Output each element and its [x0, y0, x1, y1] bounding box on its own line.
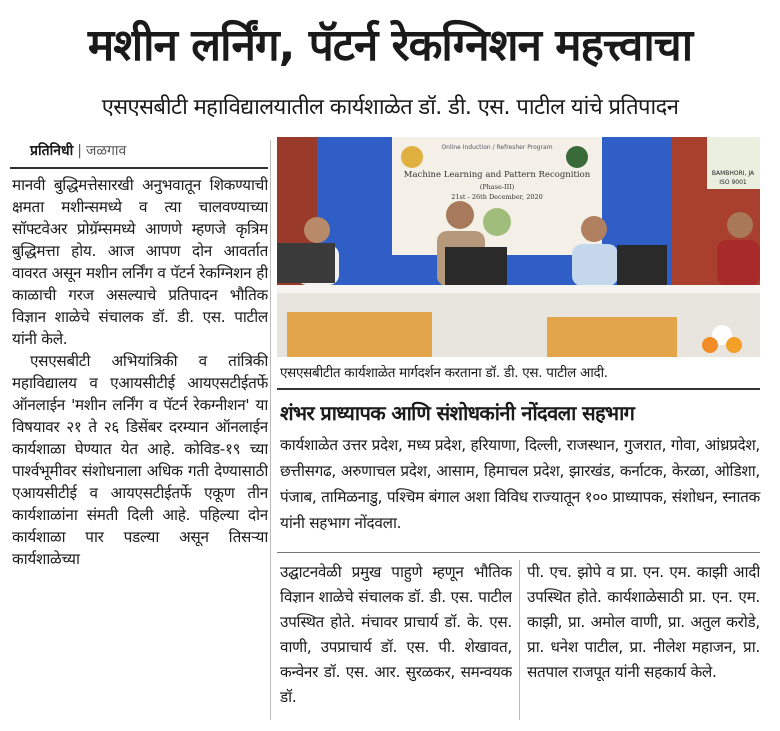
section-paragraph: कार्यशाळेत उत्तर प्रदेश, मध्य प्रदेश, हरियाणा, दिल्ली, राजस्थान, गुजरात, गोवा, आंध्रप्रदेश, छत्तीसगढ, अरुणाचल प्रदेश, आसाम, हिमाचल प्रदेश, झारखंड, कर्नाटक, केरळा, ओडिशा, पंजाब, तामिळनाडु, पश्चिम बंगाल अशा विविध राज्यातून १०० प्राध्यापक, संशोधन, स्नातक यांनी सहभाग नोंदवला. — [280, 436, 760, 532]
table-cover-left — [287, 312, 432, 357]
right-banner-iso: ISO 9001 — [719, 179, 747, 186]
banner-top-text: Online Induction / Refresher Program — [441, 144, 553, 151]
photo-caption: एसएसबीटीत कार्यशाळेत मार्गदर्शन करताना डॉ. डी. एस. पाटील आदी. — [280, 365, 608, 381]
laptop-2 — [445, 247, 507, 287]
column1-paragraph-1: मानवी बुद्धिमत्तेसारखी अनुभवातून शिकण्याची क्षमता मशीन्समध्ये व त्या चालवण्याच्या सॉफ्टवेअर प्रोग्रॅम्समध्ये आणणे म्हणजे कृत्रिम बुद्धिमत्ता होय. आज आपण दोन आवर्तात वावरत असून मशीन लर्निंग व पॅटर्न रेकग्निशन ही काळाची गरज असल्याचे प्रतिपादन भौतिक विज्ञान शाळेचे संचालक डॉ. डी. एस. पाटील यांनी केले. — [12, 176, 268, 348]
subheadline: एसएसबीटी महाविद्यालयातील कार्यशाळेत डॉ. डी. एस. पाटील यांचे प्रतिपादन — [101, 95, 679, 120]
banner-phase: (Phase-III) — [479, 183, 515, 191]
article-column-2: उद्घाटनवेळी प्रमुख पाहुणे म्हणून भौतिक विज्ञान शाळेचे संचालक डॉ. डी. एस. पाटील उपस्थित होते. मंचावर प्राचार्य डॉ. के. एस. वाणी, उपप्राचार्य डॉ. एस. पी. शेखावत, कन्वेनर डॉ. एस. आर. सुरळकर, समन्वयक डॉ. — [280, 563, 512, 706]
banner-logo-left — [401, 146, 423, 168]
section-heading: शंभर प्राध्यापक आणि संशोधकांनी नोंदवला सहभाग — [280, 401, 635, 425]
byline-reporter: प्रतिनिधी — [30, 143, 74, 159]
section-rule — [277, 552, 760, 553]
article-column-3: पी. एच. झोपे व प्रा. एन. एम. काझी आदी उपस्थित होते. कार्यशाळेसाठी प्रा. एन. एम. काझी, प्रा. अमोल वाणी, प्रा. अतुल करोडे, प्रा. धनेश पाटील, प्रा. नीलेश महाजन, प्रा. सतपाल राजपूत यांनी सहकार्य केले. — [527, 563, 760, 681]
headline: मशीन लर्निंग, पॅटर्न रेकग्निशन महत्त्वाचा — [87, 20, 693, 71]
caption-rule — [277, 388, 760, 390]
article-column-1 — [12, 174, 268, 719]
byline — [30, 140, 260, 162]
column-divider-2 — [519, 560, 520, 720]
article-photo — [277, 137, 760, 357]
byline-place: जळगाव — [85, 143, 127, 159]
right-banner-text: BAMBHORI, JA — [711, 170, 755, 177]
table-cover-right — [547, 317, 677, 357]
laptop-3 — [617, 245, 667, 285]
banner-logo-right — [566, 146, 588, 168]
workshop-photo-illustration — [277, 137, 760, 357]
byline-separator: | — [77, 143, 82, 159]
column-divider — [270, 140, 271, 720]
column1-paragraph-2: एसएसबीटी अभियांत्रिकी व तांत्रिकी महाविद्यालय व एआयसीटीई आयएसटीईतर्फे ऑनलाईन 'मशीन लर्निंग व पॅटर्न रेकग्नीशन' या विषयावर २१ ते २६ डिसेंबर दरम्यान ऑनलाईन कार्यशाळा घेण्यात येत आहे. कोविड-१९ च्या पार्श्वभूमीवर संशोधनाला अधिक गती देण्यासाठी एआयसीटीई व आयएसटीईतर्फे एकूण तीन कार्यशाळांना संमती दिली आहे. पहिल्या दोन कार्यशाळा पार पडल्या असून तिसऱ्या कार्यशाळेच्या — [12, 352, 268, 568]
banner-dates: 21st - 26th December, 2020 — [451, 193, 543, 201]
byline-rule — [10, 167, 268, 169]
banner-title: Machine Learning and Pattern Recognition — [403, 170, 591, 180]
laptop-1 — [277, 243, 335, 283]
